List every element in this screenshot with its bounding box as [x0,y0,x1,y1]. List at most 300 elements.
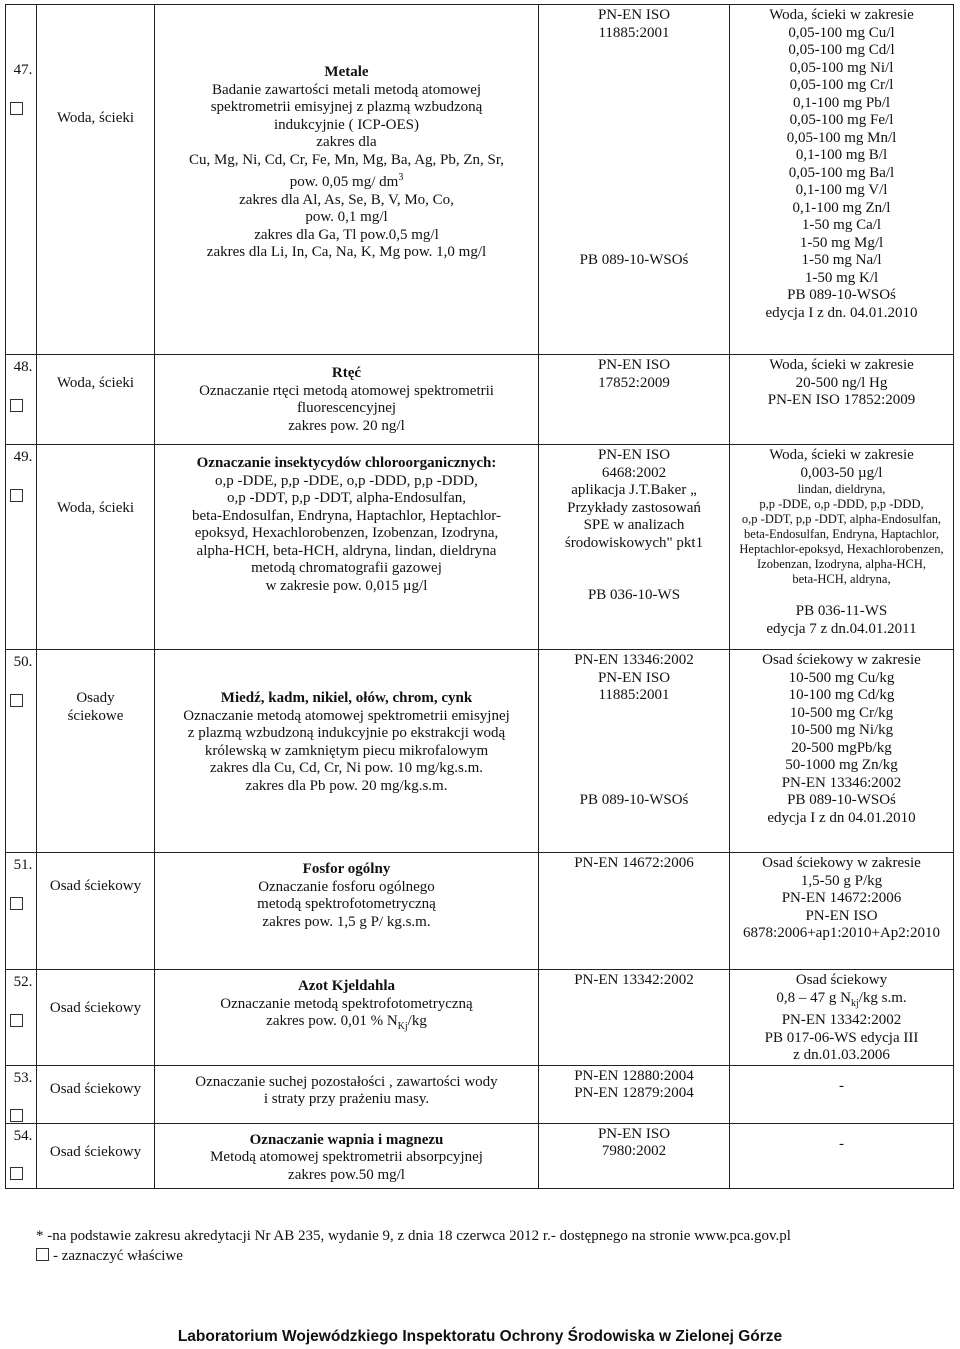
description-line [155,400,538,418]
description-text: Oznaczanie fosforu ogólnego [258,878,435,895]
description-text: alpha-HCH, beta-HCH, aldryna, lindan, dieldryna [196,542,497,559]
scope-text: 0,1-100 mg Pb/l [792,94,891,111]
scope-line [730,757,953,775]
description-text: z plazmą wzbudzoną indukcyjnie po ekstrakcji wodą [187,725,506,741]
description-cell [155,853,539,970]
table-row [6,853,954,970]
scope-line [730,60,953,78]
row-number-cell [6,970,37,1066]
scope-line [730,200,953,218]
description-text: o,p -DDE, p,p -DDE, o,p -DDD, p,p -DDD, [215,472,478,489]
method-line [539,705,729,723]
scope-text: PN-EN ISO 17852:2009 [767,392,916,408]
row-number: 54. [13,1127,33,1144]
description-text: w zakresie pow. 0,015 µg/l [265,577,428,594]
matrix-label: Woda, ścieki [56,375,135,391]
description-text: pow. 0,05 mg/ dm [289,174,399,190]
description-line [155,543,538,561]
description-line [155,473,538,491]
description-line [155,418,538,436]
scope-text: - [839,1135,844,1152]
scope-small-line: lindan, dieldryna, [797,482,886,496]
description-text: Metodą atomowej spektrometrii absorpcyjnej [210,1149,483,1165]
scope-line [730,873,953,891]
description-title: Oznaczanie insektycydów chloroorganicznych: [196,455,497,471]
scope-line [730,972,953,990]
row-number: 50. [13,654,33,670]
method-line: PN-EN ISO [597,1125,671,1142]
table-row [6,445,954,650]
table-row [6,650,954,853]
scope-text: 0,05-100 mg Cd/l [788,42,895,58]
scope-line [730,1047,953,1065]
method-line [539,722,729,740]
scope-line [730,810,953,828]
table-row [6,1065,954,1123]
description-text: indukcyjnie ( ICP-OES) [274,116,419,133]
description-line [155,82,538,100]
scope-line [730,42,953,60]
method-block [539,355,729,392]
description-line [155,996,538,1014]
description-text: Cu, Mg, Ni, Cd, Cr, Fe, Mn, Mg, Ba, Ag, Pb, Zn, Sr, [188,151,505,168]
scope-line [730,112,953,130]
scope-line [730,182,953,200]
scope-text: Osad ściekowy w zakresie [762,652,921,668]
description-line [155,1074,538,1092]
scope-line: PB 036-11-WS [795,603,888,619]
matrix-cell [37,5,155,355]
empty-checkbox-icon[interactable] [36,1248,49,1261]
scope-text: PN-EN ISO [805,907,878,924]
description-block [155,650,538,795]
spacer [730,587,953,603]
method-line: PN-EN 12880:2004 [574,1067,694,1084]
scope-small-line: Heptachlor-epoksyd, Hexachlorobenzen, [739,542,944,556]
method-line: PN-EN 13342:2002 [574,972,694,988]
description-text: o,p -DDT, p,p -DDT, alpha-Endosulfan, [227,490,466,506]
scope-line [730,652,953,670]
description-title: Fosfor ogólny [302,861,391,877]
method-line: PB 089-10-WSOś [579,252,689,268]
description-text: fluorescencyjnej [296,400,397,416]
scope-text: 10-500 mg Cu/kg [788,669,895,686]
method-cell [539,650,730,853]
scope-cell [730,1123,954,1188]
method-line: 6468:2002 [601,464,667,481]
footnotes [36,1226,791,1266]
matrix-cell [37,970,155,1066]
description-line [155,134,538,152]
method-cell [539,1123,730,1188]
scope-line [730,147,953,165]
scope-text: 0,1-100 mg Zn/l [792,199,891,216]
scope-text: PN-EN 13342:2002 [781,1012,902,1028]
scope-text: Woda, ścieki w zakresie [769,357,914,373]
scope-text: 0,05-100 mg Ba/l [788,164,895,181]
description-line [155,117,538,135]
laboratory-name: Laboratorium Wojewódzkiego Inspektoratu Ochrony Środowiska w Zielonej Górze [177,1328,783,1345]
method-line [539,235,729,253]
scope-line [730,908,953,926]
method-line: PN-EN ISO [597,7,671,23]
description-line [155,99,538,117]
scope-line [730,775,953,793]
scope-text: 20-500 mgPb/kg [791,739,892,756]
scope-small-line: beta-HCH, aldryna, [792,572,891,586]
table-row [6,355,954,445]
method-line [539,757,729,775]
scope-cell [730,355,954,445]
scope-line [730,25,953,43]
method-line [539,775,729,793]
description-cell [155,650,539,853]
scope-block [730,970,953,1065]
description-cell [155,5,539,355]
scope-line [730,705,953,723]
scope-line [730,1030,953,1048]
method-cell [539,1065,730,1123]
description-line [155,778,538,796]
row-number: 52. [13,974,33,990]
scope-block [730,1124,953,1154]
description-cell [155,445,539,650]
subscript: kj [850,997,859,1009]
scope-text: 1-50 mg K/l [804,269,879,286]
scope-line [730,925,953,943]
scope-text: z dn.01.03.2006 [793,1047,890,1063]
row-number: 53. [13,1069,33,1086]
description-block [155,970,538,1036]
description-line [155,152,538,170]
method-line: SPE w analizach [583,517,685,533]
scope-line [730,687,953,705]
description-line [155,743,538,761]
row-number-cell [6,650,37,853]
scope-line [730,890,953,908]
scope-small-line: beta-Endosulfan, Endryna, Haptachlor, [744,527,939,541]
method-line: 17852:2009 [598,374,670,391]
description-title: Azot Kjeldahla [297,978,396,994]
description-block [155,1066,538,1109]
scope-text: 0,05-100 mg Mn/l [786,129,897,146]
scope-line: edycja 7 z dn.04.01.2011 [766,620,917,637]
footnote-checkbox: - zaznaczyć właściwe [36,1246,791,1266]
description-line [155,914,538,932]
scope-text: Osad ściekowy w zakresie [762,855,921,871]
table-row [6,970,954,1066]
subscript: Kj [397,1021,408,1032]
description-line [155,525,538,543]
scope-text: 10-500 mg Ni/kg [789,722,894,738]
description-line [155,760,538,778]
scope-cell [730,970,954,1066]
scope-line [730,7,953,25]
scope-text: 0,05-100 mg Cr/l [789,77,894,93]
scope-text: 10-100 mg Cd/kg [788,687,895,703]
method-block [539,1066,729,1103]
description-text: /kg [407,1013,427,1029]
accreditation-table [5,4,954,1189]
matrix-label: Osad ściekowy [49,878,142,894]
scope-text: PB 089-10-WSOś [787,792,896,808]
row-number-cell [6,853,37,970]
method-block [539,853,729,873]
scope-line [730,130,953,148]
method-line: PN-EN 13346:2002 [574,652,694,668]
row-number-cell [6,1065,37,1123]
description-text: i straty przy prażeniu masy. [263,1091,430,1107]
superscript: 3 [398,172,404,183]
scope-text: PB 089-10-WSOś [787,287,896,303]
description-text: zakres dla Cu, Cd, Cr, Ni pow. 10 mg/kg.s.m. [210,760,483,776]
method-line [539,42,729,60]
description-title: Oznaczanie wapnia i magnezu [249,1131,444,1148]
description-text: zakres dla Ga, Tl pow.0,5 mg/l [254,226,439,243]
description-text: zakres pow. 1,5 g P/ kg.s.m. [262,913,431,930]
method-line: PN-EN ISO [597,669,671,686]
description-line [155,578,538,596]
row-number-cell [6,445,37,650]
method-cell [539,970,730,1066]
table-row [6,1123,954,1188]
description-line [155,508,538,526]
description-line [155,209,538,227]
empty-checkbox-icon[interactable] [10,1167,23,1180]
description-line [155,896,538,914]
row-number-cell [6,1123,37,1188]
empty-checkbox-icon[interactable] [10,399,23,412]
method-line [539,147,729,165]
empty-checkbox-icon[interactable] [10,489,23,502]
scope-line [730,1078,953,1096]
description-text: metodą chromatografii gazowej [251,560,442,576]
matrix-cell [37,853,155,970]
method-block [539,650,729,810]
scope-line [730,855,953,873]
scope-line [730,95,953,113]
scope-line [730,357,953,375]
scope-line: Woda, ścieki w zakresie [769,447,914,463]
row-number: 47. [13,62,33,78]
matrix-cell [37,650,155,853]
description-text: zakres pow. 0,01 % N [266,1013,398,1029]
method-cell [539,853,730,970]
table-row [6,5,954,355]
scope-text: 1-50 mg Ca/l [801,217,882,233]
empty-checkbox-icon[interactable] [10,897,23,910]
method-line: PB 036-10-WS [587,587,681,603]
description-text: Oznaczanie rtęci metodą atomowej spektrometrii [199,382,494,399]
description-block [155,1124,538,1185]
method-block [539,970,729,990]
description-text: Oznaczanie metodą spektrofotometryczną [220,995,473,1012]
description-text: Oznaczanie suchej pozostałości , zawartości wody [195,1073,498,1090]
scope-cell [730,5,954,355]
description-line [155,560,538,578]
scope-block [730,853,953,943]
scope-text: PN-EN 14672:2006 [781,890,902,906]
scope-text: 6878:2006+ap1:2010+Ap2:2010 [743,925,940,941]
matrix-cell [37,445,155,650]
scope-line [730,235,953,253]
scope-line [730,287,953,305]
empty-checkbox-icon[interactable] [10,1109,23,1122]
description-text: epoksyd, Hexachlorobenzen, Izobenzan, Izodryna, [194,525,499,541]
matrix-label: Woda, ścieki [56,110,135,126]
description-text: beta-Endosulfan, Endryna, Haptachlor, Heptachlor- [192,507,501,524]
scope-line [730,375,953,393]
scope-text: /kg s.m. [858,989,907,1006]
scope-line: 0,003-50 µg/l [800,464,883,481]
matrix-label: Osad ściekowy [49,1143,142,1160]
footnote-accreditation: * -na podstawie zakresu akredytacji Nr AB 235, wydanie 9, z dnia 18 czerwca 2012 r.- dostępnego na stronie www.pca.gov.pl [36,1228,791,1244]
scope-line [730,305,953,323]
scope-line [730,270,953,288]
method-line: PB 089-10-WSOś [579,792,689,808]
scope-text: Osad ściekowy [795,972,888,988]
row-number-cell [6,355,37,445]
description-text: Badanie zawartości metali metodą atomowej [211,81,482,98]
method-line: PN-EN 12879:2004 [574,1085,694,1101]
scope-text: 10-500 mg Cr/kg [789,704,894,721]
empty-checkbox-icon[interactable] [10,694,23,707]
matrix-label: Woda, ścieki [56,500,135,516]
scope-text: 0,05-100 mg Ni/l [789,59,894,76]
description-cell [155,355,539,445]
scope-line [730,792,953,810]
description-text: zakres pow.50 mg/l [288,1166,405,1183]
description-line [155,383,538,401]
method-line: 11885:2001 [598,687,670,703]
method-block [539,445,729,605]
method-line [539,182,729,200]
scope-line [730,740,953,758]
method-line: Przykłady zastosowań [567,499,701,516]
method-line [539,570,729,588]
scope-line [730,77,953,95]
method-cell [539,5,730,355]
scope-text: 1,5-50 g P/kg [800,872,883,889]
description-text: zakres dla Al, As, Se, B, V, Mo, Co, [239,191,454,208]
description-text: zakres dla Pb pow. 20 mg/kg.s.m. [245,777,448,794]
method-line [539,60,729,78]
scope-line [730,1012,953,1030]
empty-checkbox-icon[interactable] [10,102,23,115]
scope-small-line: p,p -DDE, o,p -DDD, p,p -DDD, [759,497,924,511]
scope-block [730,650,953,827]
description-line [155,879,538,897]
scope-cell [730,853,954,970]
description-text: spektrometrii emisyjnej z plazmą wzbudzoną [210,99,483,115]
description-block [155,355,538,435]
scope-block [730,355,953,410]
method-line [539,217,729,235]
matrix-label: Osad ściekowy [49,1000,142,1016]
description-line [155,725,538,743]
description-title: Metale [324,64,369,80]
description-line [155,1013,538,1036]
scope-text: PN-EN 13346:2002 [781,774,902,791]
description-line [155,244,538,262]
scope-line [730,990,953,1013]
description-text: zakres dla Li, In, Ca, Na, K, Mg pow. 1,0 mg/l [206,244,487,260]
scope-text: Woda, ścieki w zakresie [769,7,914,23]
description-title: Miedź, kadm, nikiel, ołów, chrom, cynk [220,690,473,706]
description-cell [155,1065,539,1123]
scope-text: PB 017-06-WS edycja III [764,1029,919,1046]
matrix-cell [37,1123,155,1188]
scope-cell [730,650,954,853]
scope-block [730,1066,953,1096]
scope-line [730,252,953,270]
method-line [539,200,729,218]
method-block [539,5,729,270]
method-line [539,165,729,183]
scope-text: edycja I z dn 04.01.2010 [767,809,916,826]
description-text: pow. 0,1 mg/l [305,209,388,225]
description-block [155,853,538,931]
method-line: aplikacja J.T.Baker „ [571,482,697,498]
empty-checkbox-icon[interactable] [10,1014,23,1027]
method-cell [539,445,730,650]
scope-text: - [839,1077,844,1094]
method-line [539,77,729,95]
description-line [155,227,538,245]
description-block [155,5,538,262]
scope-line [730,392,953,410]
scope-text: 50-1000 mg Zn/kg [785,757,898,773]
scope-line [730,217,953,235]
method-block [539,1124,729,1161]
scope-cell [730,445,954,650]
scope-text: 0,1-100 mg B/l [795,147,888,163]
matrix-label: Osad ściekowy [49,1080,142,1097]
method-line: 7980:2002 [601,1143,667,1159]
description-text: Oznaczanie metodą atomowej spektrometrii emisyjnej [183,707,510,724]
method-line: PN-EN ISO [597,447,671,463]
description-line [155,1091,538,1109]
description-text: metodą spektrofotometryczną [257,896,436,912]
scope-text: 0,05-100 mg Cu/l [788,24,895,41]
method-line: PN-EN ISO [597,357,671,373]
description-text: zakres dla [316,134,377,150]
scope-text: 0,1-100 mg V/l [795,182,888,198]
description-line [155,1167,538,1185]
method-line [539,552,729,570]
scope-line [730,722,953,740]
row-number: 51. [13,857,33,873]
description-block [155,445,538,595]
scope-cell [730,1065,954,1123]
description-cell [155,970,539,1066]
method-line [539,112,729,130]
scope-text: edycja I z dn. 04.01.2010 [765,304,918,321]
method-line: środowiskowych" pkt1 [564,534,704,551]
scope-small-line: Izobenzan, Izodryna, alpha-HCH, [756,557,927,571]
row-number-cell [6,5,37,355]
method-line [539,740,729,758]
scope-text: 1-50 mg Na/l [801,252,882,268]
scope-text: 0,05-100 mg Fe/l [789,112,894,128]
description-text: królewską w zamkniętym piecu mikrofalowym [204,742,489,759]
description-text: zakres pow. 20 ng/l [288,417,405,434]
scope-line [730,670,953,688]
scope-text: 1-50 mg Mg/l [799,234,884,251]
description-line [155,490,538,508]
row-number: 48. [13,359,33,375]
matrix-label: Osady ściekowe [67,690,124,724]
